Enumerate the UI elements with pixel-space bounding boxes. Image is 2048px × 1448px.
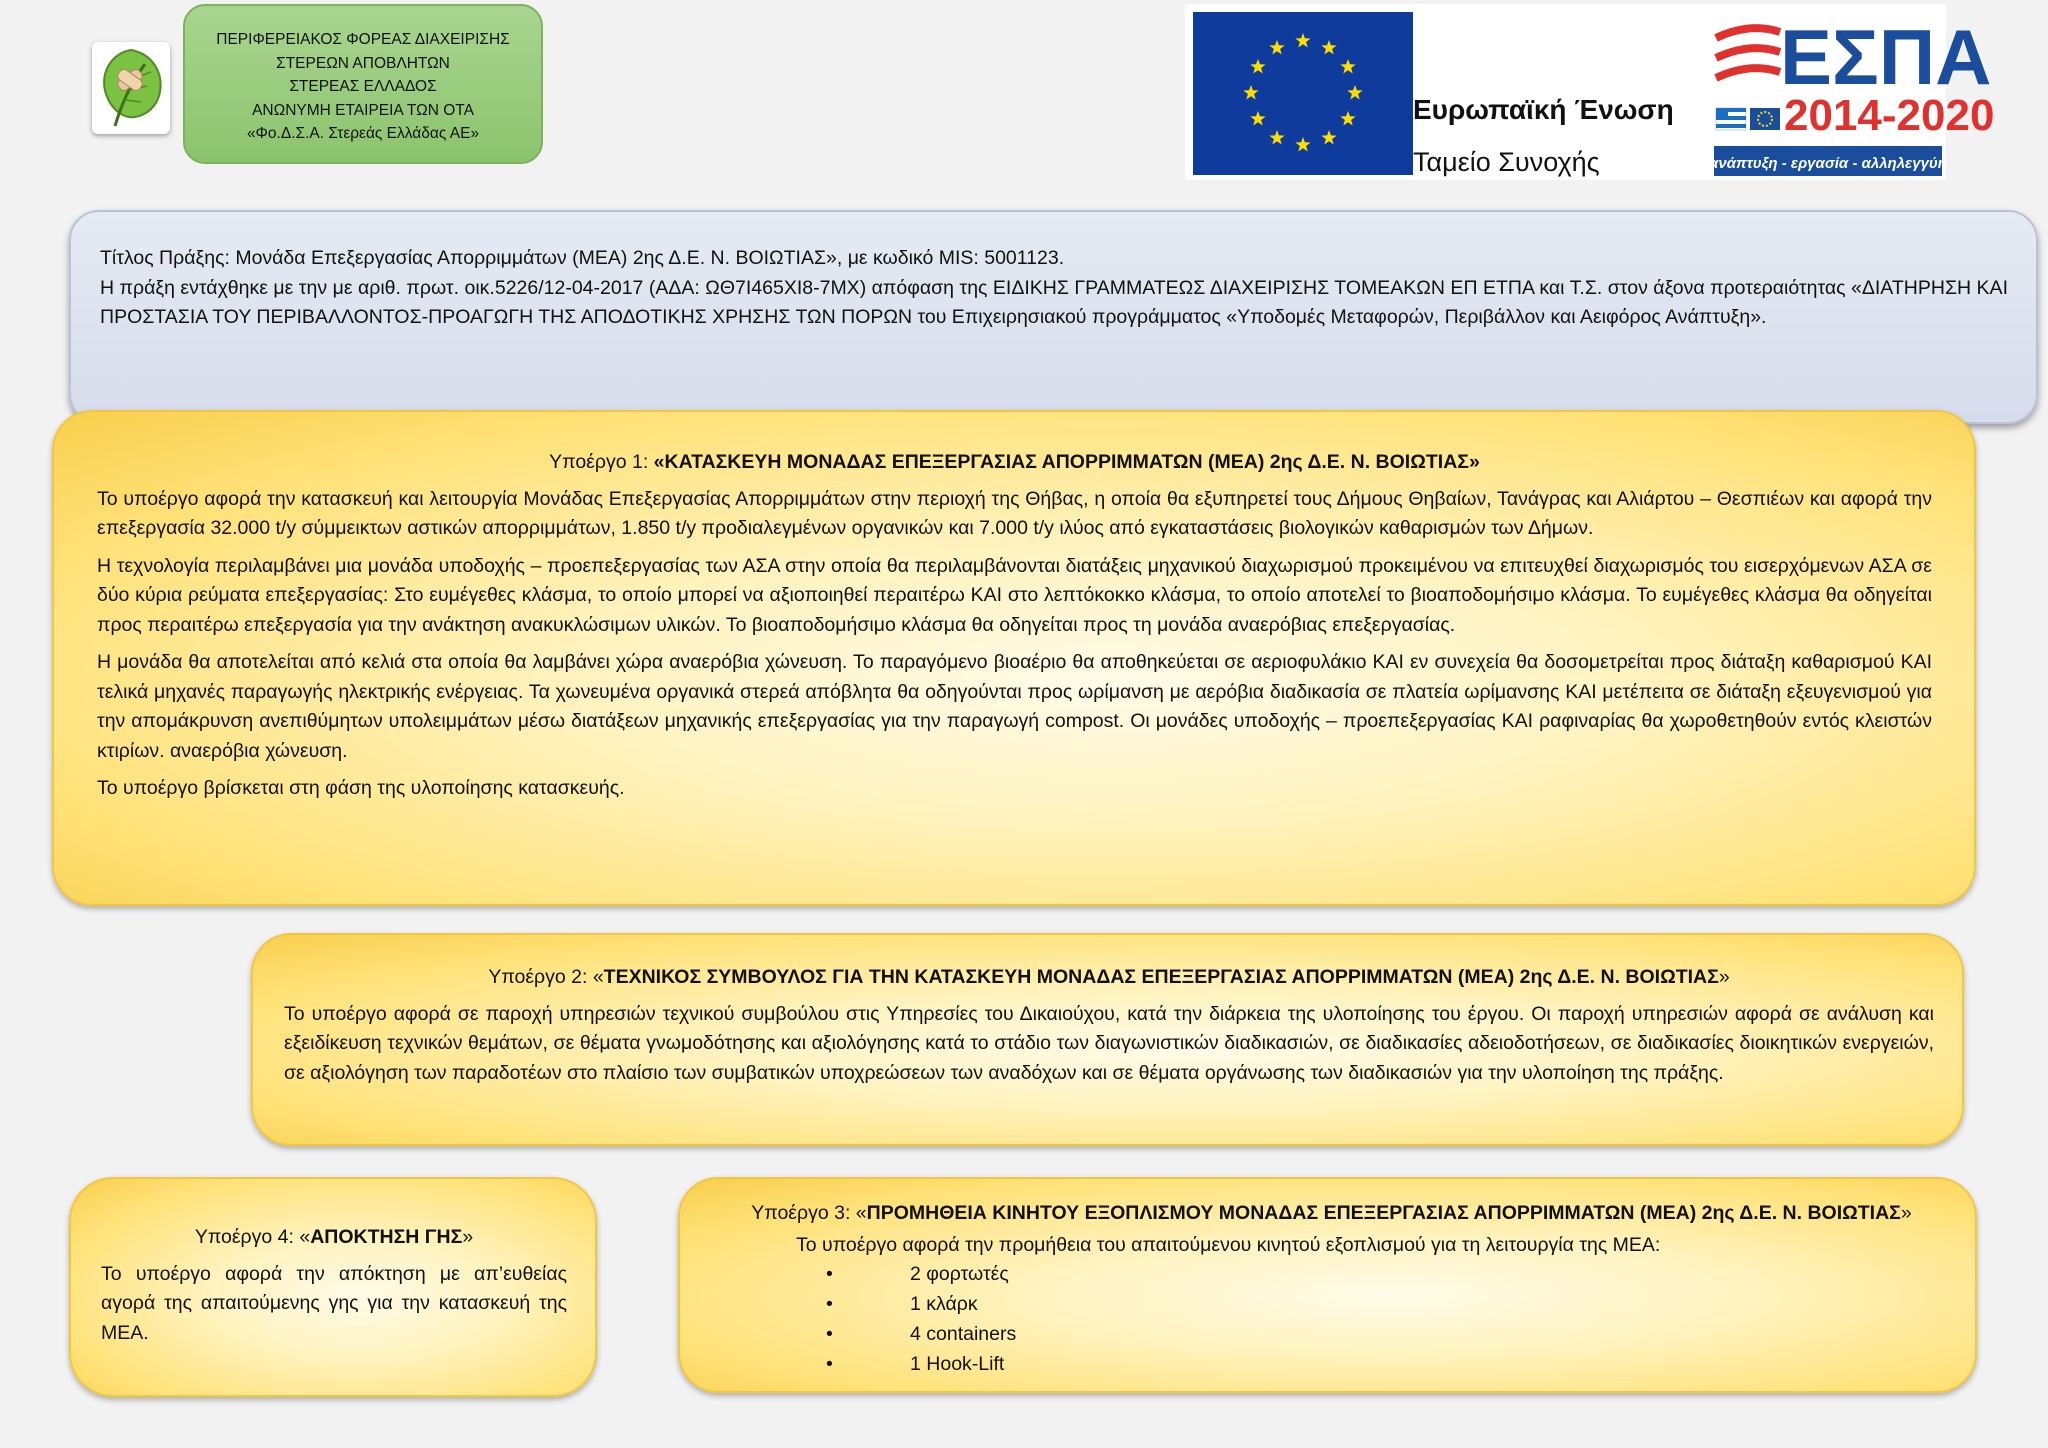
eu-star-icon	[1250, 111, 1265, 126]
eu-star-icon	[1347, 85, 1362, 100]
subproject-2-paragraph: Το υποέργο αφορά σε παροχή υπηρεσιών τεχνικού συμβούλου στις Υπηρεσίες του Δικαιούχου, κατά την διάρκεια της υλοποίησης του έργου. Οι παροχή υπηρεσιών αφορά σε ανάλυση και εξειδίκευση τεχνικών θεμάτων, σε θέματα γνωμοδότησης και αξιολόγησης κατά το στάδιο των διαγωνιστικών διαδικασιών, σε διαδικασίες αδειοδοτήσεων, σε διαδικασίες διοικητικών ενεργειών, σε αξιολόγηση των παραδοτέων στο πλαίσιο των συμβατικών υποχρεώσεων των αναδόχων και σε θέματα οργάνωσης των διαδικασιών για την υλοποίηση της πράξης.	[284, 1002, 1934, 1084]
eu-funding-banner	[1185, 4, 1995, 180]
subproject-2-title: ΤΕΧΝΙΚΟΣ ΣΥΜΒΟΥΛΟΣ ΓΙΑ ΤΗΝ ΚΑΤΑΣΚΕΥΗ ΜΟΝΑΔΑΣ ΕΠΕΞΕΡΓΑΣΙΑΣ ΑΠΟΡΡΙΜΜΑΤΩΝ (ΜΕΑ) 2ης Δ.Ε. Ν. ΒΟΙΩΤΙΑΣ	[603, 966, 1719, 988]
eu-flag-icon	[1193, 12, 1413, 175]
eu-star-icon	[1295, 33, 1310, 48]
subproject-1-title: «ΚΑΤΑΣΚΕΥΗ ΜΟΝΑΔΑΣ ΕΠΕΞΕΡΓΑΣΙΑΣ ΑΠΟΡΡΙΜΜΑΤΩΝ (ΜΕΑ) 2ης Δ.Ε. Ν. ΒΟΙΩΤΙΑΣ»	[653, 451, 1480, 473]
bullet: •	[826, 1293, 833, 1315]
subproject-4-paragraph: Το υποέργο αφορά την απόκτηση με απ’ευθείας αγορά της απαιτούμενης γης για την κατασκευή της ΜΕΑ.	[101, 1262, 567, 1344]
subproject-3-heading	[708, 1199, 1955, 1229]
organization-name-box	[183, 4, 543, 164]
eu-star-icon	[1269, 40, 1284, 54]
subproject-3-title: ΠΡΟΜΗΘΕΙΑ ΚΙΝΗΤΟΥ ΕΞΟΠΛΙΣΜΟΥ ΜΟΝΑΔΑΣ ΕΠΕΞΕΡΓΑΣΙΑΣ ΑΠΟΡΡΙΜΜΑΤΩΝ (ΜΕΑ) 2ης Δ.Ε. Ν. ΒΟΙΩΤΙΑΣ	[866, 1202, 1901, 1224]
subproject-3-suffix: »	[1900, 1202, 1912, 1224]
subproject-1-paragraph: Το υποέργο αφορά την κατασκευή και λειτουργία Μονάδας Επεξεργασίας Απορριμμάτων στην περιοχή της Θήβας, η οποία θα εξυπηρετεί τους Δήμους Θηβαίων, Τανάγρας και Αλιάρτου – Θεσπιέων και αφορά την επεξεργασία 32.000 t/y σύμμεικτων αστικών απορριμμάτων, 1.850 t/y προδιαλεγμένων οργανικών και 7.000 t/y ιλύος από εγκαταστάσεις βιολογικών καθαρισμών των Δήμων.	[97, 487, 1932, 539]
eu-star-icon	[1250, 59, 1265, 74]
espa-years: 2014-2020	[1784, 91, 1995, 140]
eu-star-icon	[1321, 40, 1336, 54]
eu-star-icon	[1269, 130, 1284, 145]
subproject-1-paragraph: Η μονάδα θα αποτελείται από κελιά στα οποία θα λαμβάνει χώρα αναερόβια χώνευση. Το παραγόμενο βιοαέριο θα αποθηκεύεται σε αεριοφυλάκιο ΚΑΙ εν συνεχεία θα δοσομετρείται προς διάταξη καθαρισμού ΚΑΙ τελικά μηχανές παραγωγής ηλεκτρικής ενέργειας. Τα χωνευμένα οργανικά στερεά απόβλητα θα οδηγούνται προς ωρίμανση με αερόβια διαδικασία σε πλατεία ωρίμανσης ΚΑΙ μετέπειτα σε διάταξη εξευγενισμού για την απομάκρυνση ανεπιθύμητων υπολειμμάτων μέσω διατάξεων μηχανικής επεξεργασίας για την παραγωγή compost. Οι μονάδες υποδοχής – προεπεξεργασίας ΚΑΙ ραφιναρίας θα χωροθετηθούν εντός κλειστών κτιρίων. αναερόβια χώνευση.	[97, 651, 1932, 762]
list-item-text: 2 φορτωτές	[910, 1263, 1009, 1285]
eu-star-icon	[1321, 130, 1336, 145]
subproject-4-suffix: »	[462, 1226, 474, 1248]
project-approval-text: Η πράξη εντάχθηκε με την με αριθ. πρωτ. οικ.5226/12-04-2017 (ΑΔΑ: ΩΘ7Ι465ΧΙ8-7ΜΧ) απόφαση της ΕΙΔΙΚΗΣ ΓΡΑΜΜΑΤΕΩΣ ΔΙΑΧΕΙΡΙΣΗΣ ΤΟΜΕΑΚΩΝ ΕΠ ΕΤΠΑ και Τ.Σ. στον άξονα προτεραιότητας «ΔΙΑΤΗΡΗΣΗ ΚΑΙ ΠΡΟΣΤΑΣΙΑ ΤΟΥ ΠΕΡΙΒΑΛΛΟΝΤΟΣ-ΠΡΟΑΓΩΓΗ ΤΗΣ ΑΠΟΔΟΤΙΚΗΣ ΧΡΗΣΗΣ ΤΩΝ ΠΟΡΩΝ του Επιχειρησιακού προγράμματος «Υποδομές Μεταφορών, Περιβάλλον και Αειφόρος Ανάπτυξη».	[100, 276, 2008, 328]
subproject-3-intro: Το υποέργο αφορά την προμήθεια του απαιτούμενου κινητού εξοπλισμού για τη λειτουργία της ΜΕΑ:	[796, 1233, 1661, 1256]
subproject-3-prefix: Υποέργο 3: «	[751, 1202, 867, 1224]
project-title: Τίτλος Πράξης: Μονάδα Επεξεργασίας Απορριμμάτων (ΜΕΑ) 2ης Δ.Ε. Ν. ΒΟΙΩΤΙΑΣ», με κωδικό MIS: 5001123.	[100, 247, 1065, 269]
list-item	[708, 1260, 1955, 1290]
list-item-text: 4 containers	[910, 1323, 1017, 1345]
subproject-1-status: Το υποέργο βρίσκεται στη φάση της υλοποίησης κατασκευής.	[97, 777, 625, 799]
list-item	[708, 1320, 1955, 1350]
subproject-1-heading	[97, 448, 1932, 478]
eu-star-icon	[1340, 111, 1355, 126]
subproject-3-box	[678, 1177, 1977, 1393]
espa-logo	[1709, 8, 1995, 180]
list-item-text: 1 κλάρκ	[910, 1293, 978, 1315]
bullet: •	[826, 1263, 833, 1285]
eu-star-icon	[1340, 59, 1355, 74]
org-line: ΑΝΩΝΥΜΗ ΕΤΑΙΡΕΙΑ ΤΩΝ ΟΤΑ	[252, 101, 474, 119]
espa-logo-graphic	[1709, 8, 1995, 180]
list-item	[708, 1350, 1955, 1380]
eu-star-icon	[1243, 85, 1258, 100]
equipment-list	[708, 1260, 1955, 1380]
subproject-4-title: ΑΠΟΚΤΗΣΗ ΓΗΣ	[310, 1226, 463, 1248]
subproject-2-box	[251, 933, 1964, 1146]
cohesion-fund-label: Ταμείο Συνοχής	[1413, 147, 1600, 177]
subproject-1-box	[52, 410, 1976, 906]
list-item	[708, 1290, 1955, 1320]
leaf-icon	[95, 46, 167, 130]
org-line: ΠΕΡΙΦΕΡΕΙΑΚΟΣ ΦΟΡΕΑΣ ΔΙΑΧΕΙΡΙΣΗΣ	[216, 31, 510, 48]
subproject-4-box	[69, 1177, 597, 1397]
project-title-box	[69, 210, 2038, 424]
list-item-text: 1 Hook-Lift	[910, 1353, 1005, 1375]
subproject-2-suffix: »	[1718, 966, 1730, 988]
subproject-4-heading	[101, 1223, 567, 1253]
subproject-2-heading	[284, 963, 1934, 993]
espa-slogan: ανάπτυξη - εργασία - αλληλεγγύη	[1709, 155, 1947, 172]
org-line: «Φο.Δ.Σ.Α. Στερεάς Ελλάδας ΑΕ»	[246, 125, 480, 142]
org-line: ΣΤΕΡΕΑΣ ΕΛΛΑΔΟΣ	[289, 78, 437, 95]
subproject-1-prefix: Υποέργο 1:	[549, 451, 654, 473]
eu-name-label: Ευρωπαϊκή Ένωση	[1413, 94, 1674, 125]
org-line: ΣΤΕΡΕΩΝ ΑΠΟΒΛΗΤΩΝ	[276, 54, 450, 72]
subproject-2-prefix: Υποέργο 2: «	[488, 966, 604, 988]
subproject-4-prefix: Υποέργο 4: «	[194, 1226, 311, 1248]
eu-star-icon	[1295, 137, 1310, 152]
subproject-1-paragraph: Η τεχνολογία περιλαμβάνει μια μονάδα υποδοχής – προεπεξεργασίας των ΑΣΑ στην οποία θα περιλαμβάνονται διατάξεις μηχανικού διαχωρισμού προκειμένου να επιτευχθεί διαχωρισμός του εισερχόμενων ΑΣΑ σε δύο κύρια ρεύματα επεξεργασίας: Στο ευμέγεθες κλάσμα, το οποίο μπορεί να αξιοποιηθεί περαιτέρω ΚΑΙ στο λεπτόκοκκο κλάσμα, το οποίο αποτελεί το βιοαποδομήσιμο κλάσμα. Το ευμέγεθες κλάσμα θα οδηγείται προς περαιτέρω επεξεργασία για την ανάκτηση ανακυκλώσιμων υλικών. Το βιοαποδομήσιμο κλάσμα θα οδηγείται προς τη μονάδα αναερόβιας επεξεργασίας.	[97, 554, 1932, 636]
eu-stars-icon	[1193, 12, 1413, 175]
leaf-logo	[92, 42, 170, 134]
bullet: •	[826, 1323, 833, 1345]
bullet: •	[826, 1353, 833, 1375]
espa-title: ΕΣΠΑ	[1780, 13, 1992, 101]
